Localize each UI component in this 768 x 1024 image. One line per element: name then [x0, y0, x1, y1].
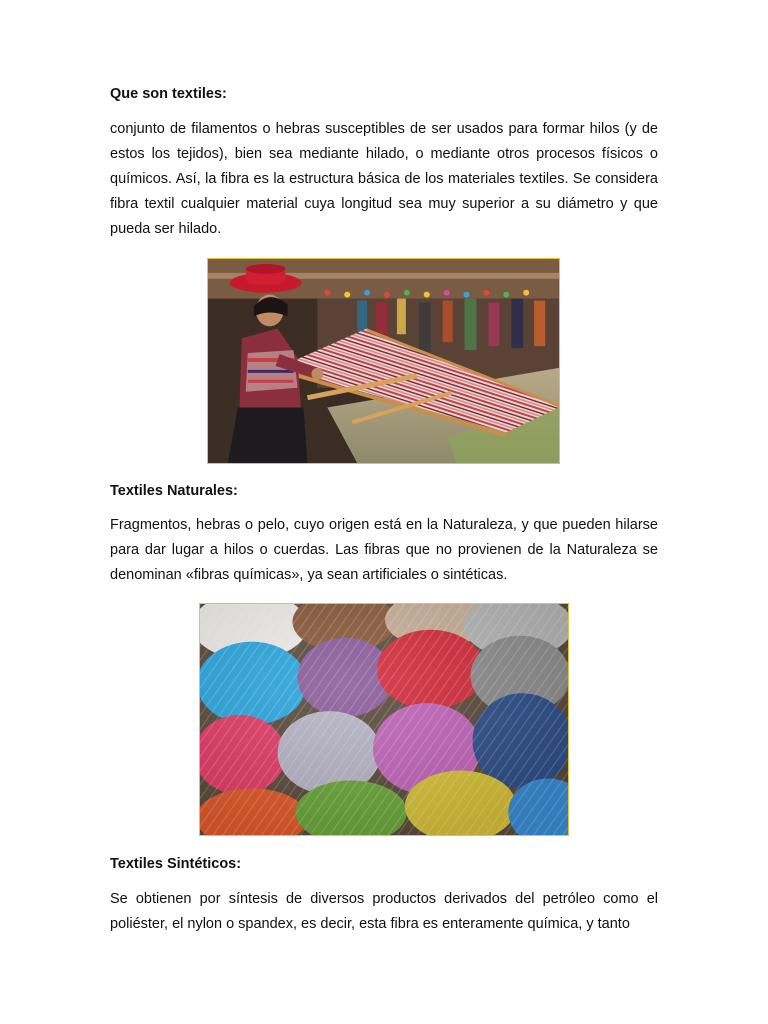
- paragraph-textiles-naturales: Fragmentos, hebras o pelo, cuyo origen está en la Naturaleza, y que pueden hilarse para dar lugar a hilos o cuerdas. Las fibras que no provienen de la Naturaleza se denominan «fibras químicas», ya sean artificiales o sintéticas.: [110, 517, 658, 583]
- paragraph-textiles-sinteticos: Se obtienen por síntesis de diversos productos derivados del petróleo como el poliéster, el nylon o spandex, es decir, esta fibra es enteramente química, y tanto: [110, 891, 658, 932]
- yarn-photo: [199, 603, 569, 836]
- weaver-photo: [207, 258, 560, 464]
- heading-textiles-naturales: Textiles Naturales:: [110, 483, 238, 499]
- paragraph-que-son-textiles: conjunto de filamentos o hebras susceptibles de ser usados para formar hilos (y de estos los tejidos), bien sea mediante hilado, o mediante otros procesos físicos o químicos. Así, la fibra es la estructura básica de los materiales textiles. Se considera fibra textil cualquier material cuya longitud sea muy superior a su diámetro y que pueda ser hilado.: [110, 121, 658, 237]
- heading-textiles-sinteticos: Textiles Sintéticos:: [110, 856, 242, 872]
- yarn-photo-illustration: [200, 604, 568, 835]
- weaver-photo-illustration: [208, 259, 559, 463]
- heading-que-son-textiles: Que son textiles:: [110, 86, 227, 102]
